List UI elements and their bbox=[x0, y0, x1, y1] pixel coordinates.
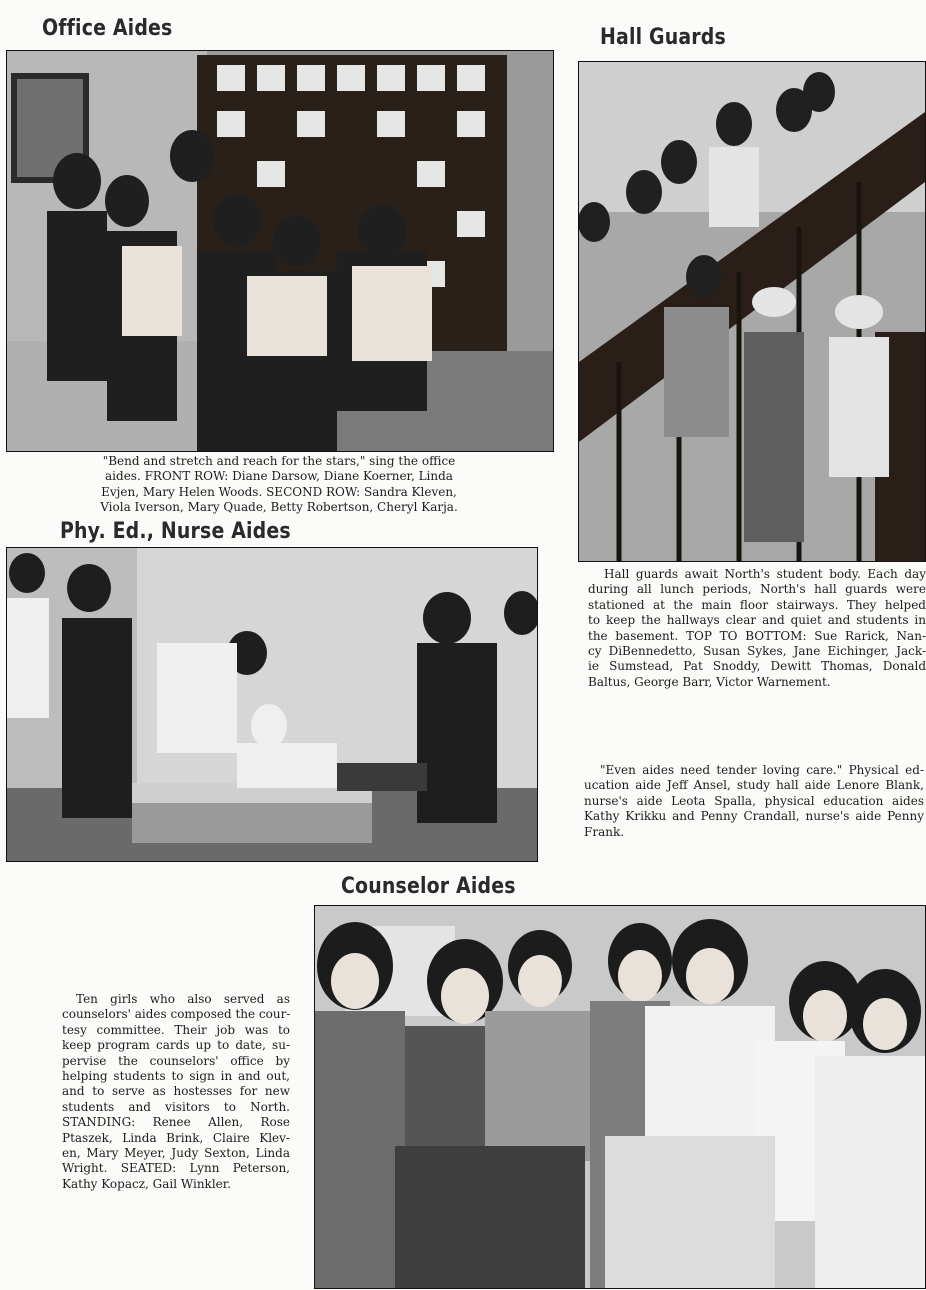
caption-line: and to serve as hostesses for new bbox=[62, 1084, 290, 1099]
caption-line: Frank. bbox=[584, 824, 625, 839]
caption-line: Evjen, Mary Helen Woods. SECOND ROW: Sandra Kleven, bbox=[101, 484, 457, 499]
hall-guards-heading: Hall Guards bbox=[600, 25, 726, 50]
caption-line: aides. FRONT ROW: Diane Darsow, Diane Koerner, Linda bbox=[105, 469, 453, 484]
caption-line: to keep the hallways clear and quiet and students in bbox=[588, 613, 926, 628]
caption-line: en, Mary Meyer, Judy Sexton, Linda bbox=[62, 1146, 290, 1161]
caption-line: pervise the counselors' office by bbox=[62, 1053, 290, 1068]
caption-line: nurse's aide Leota Spalla, physical education aides bbox=[584, 793, 924, 808]
phy-ed-nurse-aides-heading: Phy. Ed., Nurse Aides bbox=[60, 519, 291, 544]
caption-line: during all lunch periods, North's hall guards were bbox=[588, 582, 926, 597]
caption-line: Baltus, George Barr, Victor Warnement. bbox=[588, 674, 831, 689]
caption-line: Ten girls who also served as bbox=[76, 992, 290, 1006]
caption-line: "Even aides need tender loving care." Physical ed- bbox=[600, 763, 924, 777]
caption-line: "Bend and stretch and reach for the stars," sing the office bbox=[102, 454, 456, 468]
counselor-aides-caption bbox=[62, 992, 290, 1192]
caption-line: the basement. TOP TO BOTTOM: Sue Rarick, Nan- bbox=[588, 628, 926, 643]
caption-line: Ptaszek, Linda Brink, Claire Klev- bbox=[62, 1130, 290, 1145]
office-aides-caption bbox=[6, 454, 552, 516]
counselor-aides-heading: Counselor Aides bbox=[341, 874, 516, 899]
caption-line: Viola Iverson, Mary Quade, Betty Robertson, Cheryl Karja. bbox=[100, 500, 458, 515]
caption-line: helping students to sign in and out, bbox=[62, 1069, 290, 1084]
caption-line: cy DiBennedetto, Susan Sykes, Jane Eichinger, Jack- bbox=[588, 644, 926, 659]
hall-guards-photo bbox=[578, 61, 926, 562]
counselor-aides-photo bbox=[314, 905, 926, 1289]
caption-line: Kathy Krikku and Penny Crandall, nurse's aide Penny bbox=[584, 809, 924, 824]
caption-line: Hall guards await North's student body. Each day bbox=[604, 567, 926, 581]
caption-line: ucation aide Jeff Ansel, study hall aide Lenore Blank, bbox=[584, 778, 924, 793]
hall-guards-caption bbox=[588, 567, 926, 690]
caption-line: stationed at the main floor stairways. They helped bbox=[588, 597, 926, 612]
office-aides-heading: Office Aides bbox=[42, 16, 173, 41]
caption-line: Wright. SEATED: Lynn Peterson, bbox=[62, 1161, 290, 1176]
caption-line: counselors' aides composed the cour- bbox=[62, 1007, 291, 1022]
phy-ed-nurse-aides-caption bbox=[584, 763, 924, 840]
caption-line: tesy committee. Their job was to bbox=[62, 1022, 290, 1037]
caption-line: STANDING: Renee Allen, Rose bbox=[62, 1115, 290, 1130]
caption-line: students and visitors to North. bbox=[62, 1099, 290, 1114]
caption-line: keep program cards up to date, su- bbox=[62, 1038, 290, 1053]
caption-line: ie Sumstead, Pat Snoddy, Dewitt Thomas, Donald bbox=[588, 659, 926, 674]
phy-ed-nurse-aides-photo bbox=[6, 547, 538, 862]
caption-line: Kathy Kopacz, Gail Winkler. bbox=[62, 1176, 232, 1191]
office-aides-photo bbox=[6, 50, 554, 452]
